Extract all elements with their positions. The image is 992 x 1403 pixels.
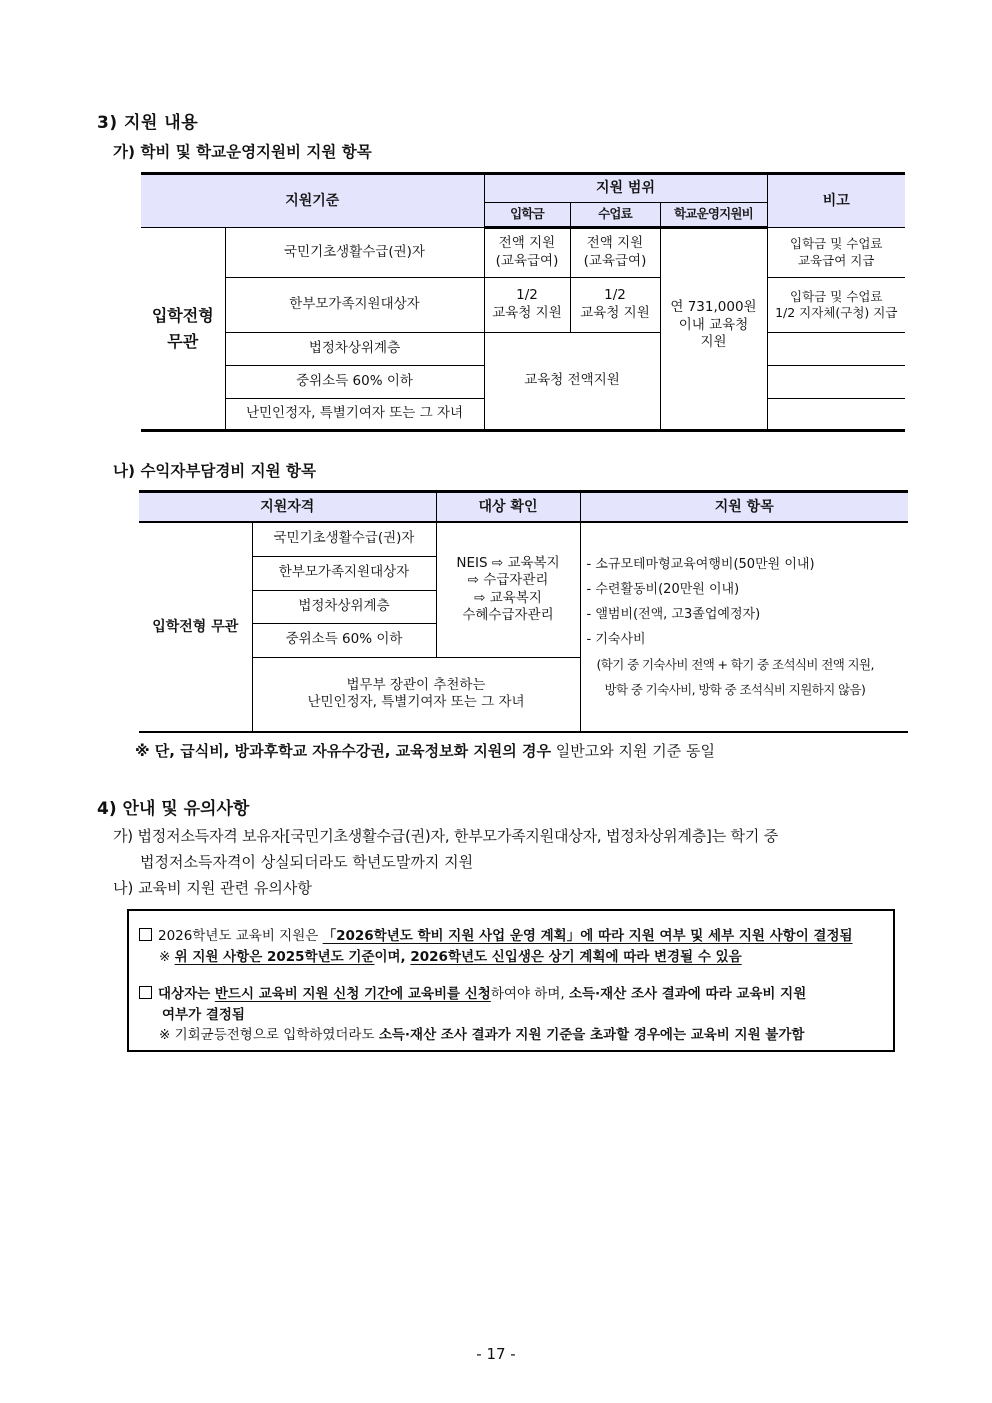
cell-line: 교육청 지원 (492, 305, 562, 321)
notice-item-b: 나) 교육비 지원 관련 유의사항 (113, 879, 312, 897)
underlined-text: 「2026학년도 학비 지원 사업 운영 계획」에 따라 지원 여부 및 세부 지원 사항이 결정됨 (322, 928, 853, 944)
underlined-text: 반드시 교육비 지원 신청 기간에 교육비를 신청 (214, 986, 491, 1002)
group-label-line: 무관 (167, 331, 199, 351)
header-support-items: 지원 항목 (580, 492, 908, 523)
notice-item-a (113, 823, 908, 875)
text: 하여야 하며, (490, 986, 569, 1002)
subsection-a-title: 가) 학비 및 학교운영지원비 지원 항목 (113, 143, 372, 161)
cell-line: 법무부 장관이 추천하는 (346, 676, 486, 693)
cell-line: 지원 (700, 334, 727, 351)
section-4-title: 4) 안내 및 유의사항 (97, 799, 250, 819)
checkbox-icon (139, 986, 152, 999)
tuition-support-table (141, 172, 905, 432)
beneficiary-expense-table (139, 490, 908, 733)
merged-support-cell: 교육청 전액지원 (484, 333, 660, 431)
school-operation-cell (660, 228, 767, 431)
entrance-cell (484, 278, 570, 333)
group-label-line: 입학전형 (151, 305, 214, 325)
note-bold: ※ 단, 급식비, 방과후학교 자유수강권, 교육정보화 지원의 경우 (135, 742, 551, 760)
header-support-range: 지원 범위 (484, 174, 767, 203)
subsection-b-title: 나) 수익자부담경비 지원 항목 (113, 462, 316, 480)
criteria-cell: 중위소득 60% 이하 (225, 366, 484, 399)
eligibility-cell: 법정차상위계층 (252, 590, 436, 623)
cell-line: 입학금 및 수업료 (790, 288, 883, 304)
support-item: - 앨범비(전액, 고3졸업예정자) (586, 607, 761, 622)
box-line-1 (139, 924, 853, 944)
cell-line: (교육급여) (583, 253, 647, 269)
cell-line: 연 731,000원 (670, 299, 757, 315)
cell-line: 교육청 지원 (580, 305, 650, 321)
group-label: 입학전형 무관 (139, 522, 252, 732)
group-label (141, 228, 225, 431)
header-school-operation: 학교운영지원비 (660, 203, 767, 228)
tuition-cell (570, 228, 660, 278)
caution-box (127, 909, 895, 1052)
criteria-cell: 난민인정자, 특별기여자 또는 그 자녀 (225, 399, 484, 431)
cell-line: 교육급여 지급 (798, 252, 875, 268)
text: 2026학년도 교육비 지원은 (158, 928, 323, 944)
cell-line: 수혜수급자관리 (462, 607, 554, 624)
criteria-cell: 법정차상위계층 (225, 333, 484, 366)
box-line-2 (159, 945, 742, 965)
header-entrance-fee: 입학금 (484, 203, 570, 228)
cell-line: 1/2 (604, 287, 626, 304)
cell-line: 전액 지원 (586, 235, 644, 252)
page-number: - 17 - (476, 1345, 516, 1363)
cell-line: 1/2 지자체(구청) 지급 (775, 305, 898, 320)
cell-line: 1/2 (516, 287, 538, 304)
header-remarks: 비고 (767, 174, 905, 228)
notice-line: 법정저소득자격이 상실되더라도 학년도말까지 지원 (140, 853, 474, 871)
section-3-title: 3) 지원 내용 (97, 113, 199, 133)
text: 소득·재산 조사 결과가 지원 기준을 초과할 경우에는 교육비 지원 불가함 (378, 1027, 805, 1043)
text: 여부가 결정됨 (162, 1007, 245, 1023)
header-criteria: 지원기준 (141, 174, 484, 228)
remarks-cell (767, 366, 905, 399)
cell-line: ⇨ 수급자관리 (467, 572, 549, 589)
eligibility-cell: 중위소득 60% 이하 (252, 623, 436, 657)
underlined-text: 위 지원 사항은 2025학년도 기준 (174, 949, 375, 965)
notice-line: 가) 법정저소득자격 보유자[국민기초생활수급(권)자, 한부모가족지원대상자, 법정차상위계층]는 학기 중 (113, 827, 778, 845)
support-item: - 소규모테마형교육여행비(50만원 이내) (586, 557, 815, 572)
cell-line: 전액 지원 (498, 235, 556, 252)
criteria-cell: 국민기초생활수급(권)자 (225, 228, 484, 278)
criteria-cell: 한부모가족지원대상자 (225, 278, 484, 333)
underlined-text: 2026학년도 신입생은 상기 계획에 따라 변경될 수 있음 (410, 949, 742, 965)
text: 이며, (374, 949, 411, 965)
cell-line: NEIS ⇨ 교육복지 (456, 554, 560, 571)
remarks-cell (767, 278, 905, 333)
support-item-detail: (학기 중 기숙사비 전액 + 학기 중 조석식비 전액 지원, (596, 657, 874, 672)
box-line-3 (139, 982, 806, 1002)
box-line-5 (159, 1023, 804, 1043)
cell-line: ⇨ 교육복지 (474, 589, 542, 606)
text: 소득·재산 조사 결과에 따라 교육비 지원 (568, 986, 807, 1002)
remarks-cell (767, 228, 905, 278)
box-line-4 (162, 1003, 245, 1023)
eligibility-cell: 한부모가족지원대상자 (252, 556, 436, 590)
text: ※ 기회균등전형으로 입학하였더라도 (159, 1027, 379, 1043)
header-verification: 대상 확인 (436, 492, 580, 523)
header-tuition: 수업료 (570, 203, 660, 228)
checkbox-icon (139, 928, 152, 941)
entrance-cell (484, 228, 570, 278)
header-eligibility: 지원자격 (139, 492, 436, 523)
remarks-cell (767, 333, 905, 366)
eligibility-cell: 국민기초생활수급(권)자 (252, 522, 436, 556)
remarks-cell (767, 399, 905, 431)
support-item-detail: 방학 중 기숙사비, 방학 중 조석식비 지원하지 않음) (604, 682, 866, 697)
note-rest: 일반고와 지원 기준 동일 (551, 742, 715, 760)
support-items-cell (580, 522, 908, 732)
cell-line: (교육급여) (495, 253, 559, 269)
special-eligibility-cell (252, 657, 580, 732)
verification-cell (436, 522, 580, 657)
cell-line: 입학금 및 수업료 (790, 236, 883, 252)
support-item: - 수련활동비(20만원 이내) (586, 582, 740, 597)
exception-note (135, 740, 715, 761)
tuition-cell (570, 278, 660, 333)
cell-line: 이내 교육청 (678, 316, 749, 333)
support-item: - 기숙사비 (586, 632, 646, 647)
text: 대상자는 (158, 986, 215, 1002)
text: ※ (159, 949, 175, 965)
cell-line: 난민인정자, 특별기여자 또는 그 자녀 (307, 694, 525, 711)
